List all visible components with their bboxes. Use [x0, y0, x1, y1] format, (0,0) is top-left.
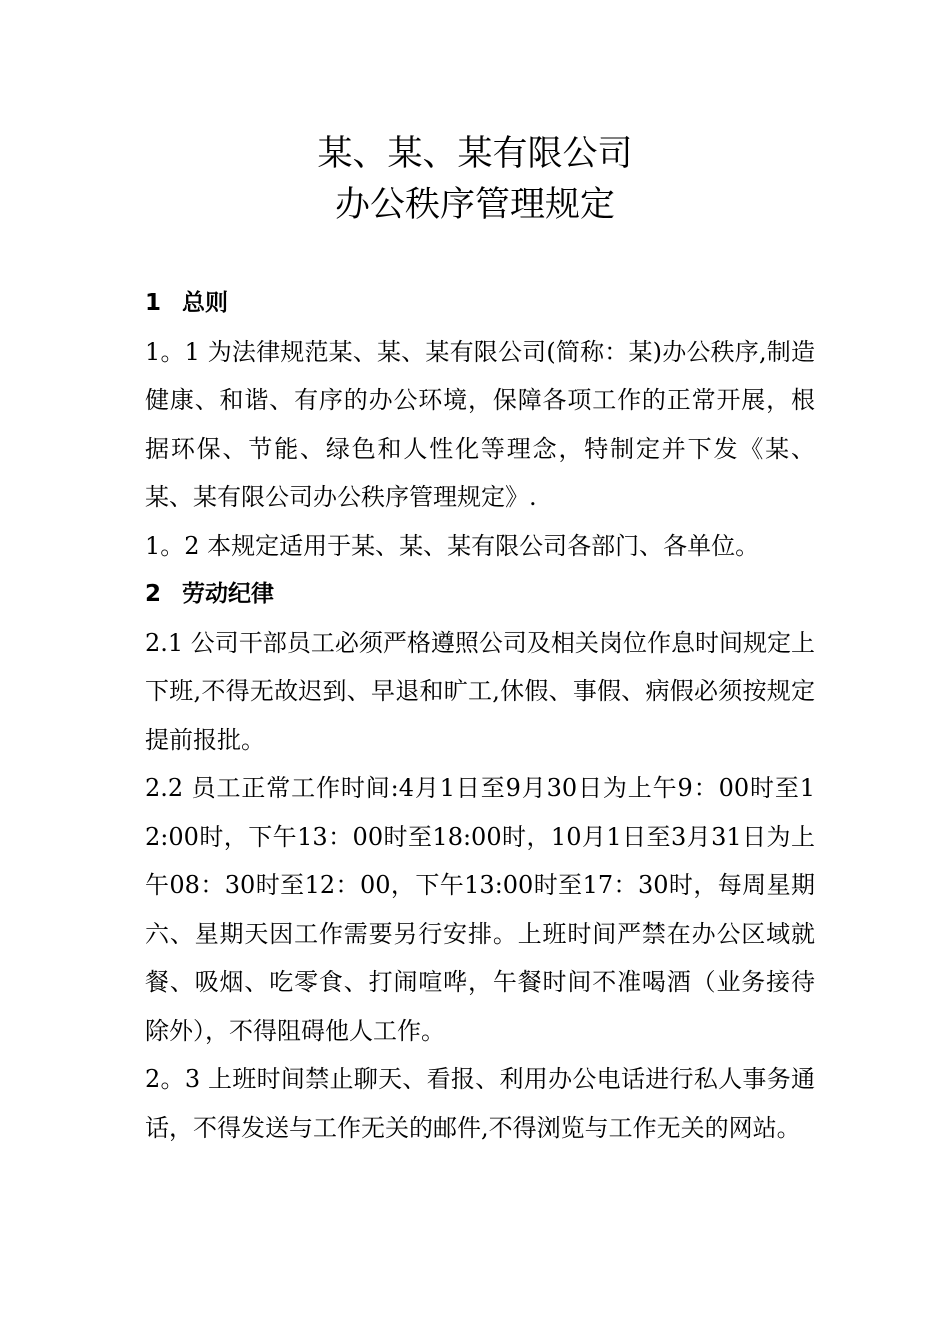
document-title-regulation: 办公秩序管理规定 — [334, 185, 615, 225]
clause-2-2: 2.2 员工正常工作时间:4月1日至9月30日为上午9：00时至12:00时，下午13：00时至18:00时，10月1日至3月31日为上午08：30时至12：00，下午13:00时至17：30时，每周星期六、星期天因工作需要另行安排。上班时间严禁在办公区域就餐、吸烟、吃零食、打闹喧哗，午餐时间不准喝酒（业务接待除外），不得阻碍他人工作。 — [145, 774, 815, 1045]
section-title: 劳动纪律 — [182, 581, 274, 607]
document-title-company: 某、某、某有限公司 — [317, 134, 633, 174]
clause-2-3: 2。3 上班时间禁止聊天、看报、利用办公电话进行私人事务通话，不得发送与工作无关的邮件,不得浏览与工作无关的网站。 — [145, 1065, 815, 1142]
section-number: 1 — [145, 290, 162, 316]
document-body — [145, 279, 815, 1152]
clause-2-1: 2.1 公司干部员工必须严格遵照公司及相关岗位作息时间规定上下班,不得无故迟到、早退和旷工,休假、事假、病假必须按规定提前报批。 — [145, 628, 815, 754]
clause-1-2: 1。2 本规定适用于某、某、某有限公司各部门、各单位。 — [145, 531, 760, 560]
section-number: 2 — [145, 581, 162, 607]
section-title: 总则 — [182, 290, 228, 316]
section-heading-labor-discipline — [145, 570, 815, 619]
section-heading-general — [145, 279, 815, 328]
clause-1-1: 1。1 为法律规范某、某、某有限公司(简称：某)办公秩序,制造健康、和谐、有序的办公环境，保障各项工作的正常开展，根据环保、节能、绿色和人性化等理念，特制定并下发《某、某、某有限公司办公秩序管理规定》. — [145, 337, 815, 511]
